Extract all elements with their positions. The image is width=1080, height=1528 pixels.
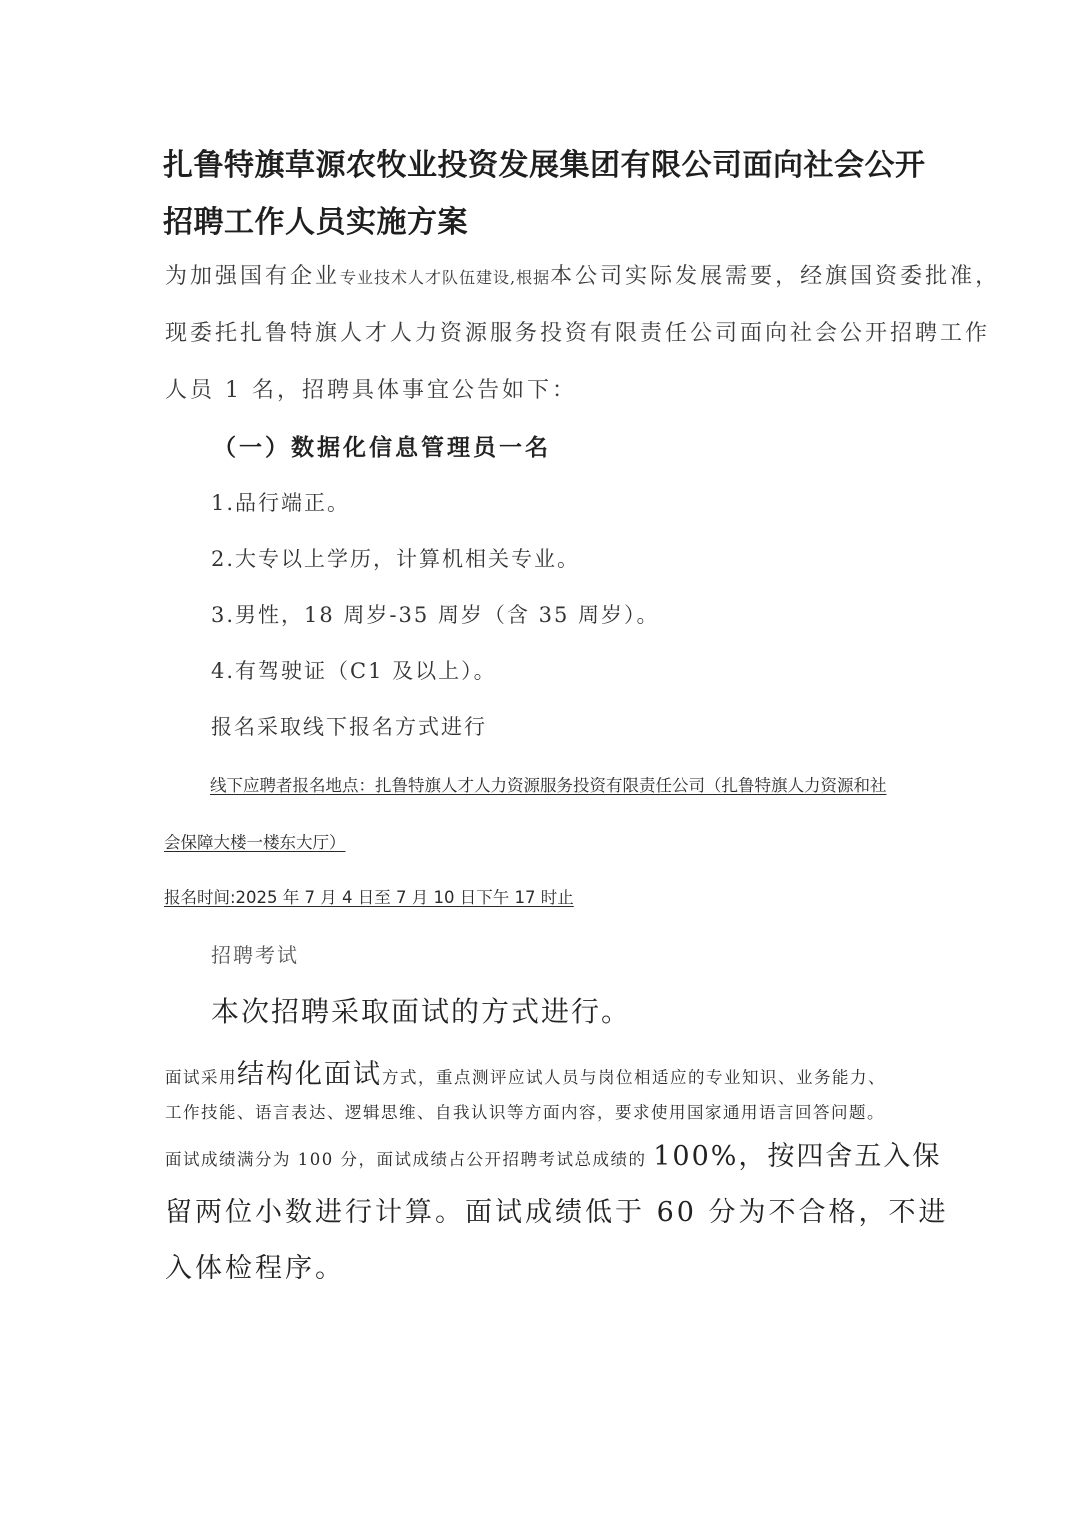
- emphasized-text: 100%，按四舍五入保: [653, 1141, 942, 1172]
- registration-time: 报名时间:2025 年 7 月 4 日至 7 月 10 日下午 17 时止: [164, 888, 574, 907]
- para-text: 面试采用: [165, 1068, 237, 1087]
- exam-paragraph-line-5: 入体检程序。: [165, 1253, 345, 1284]
- position-heading: （一）数据化信息管理员一名: [213, 434, 551, 461]
- exam-method: 本次招聘采取面试的方式进行。: [211, 995, 632, 1028]
- requirement-item: 4.有驾驶证（C1 及以上）。: [211, 659, 497, 683]
- exam-paragraph-line-3: [165, 1134, 941, 1173]
- intro-small-text: 专业技术人才队伍建设,根据: [340, 268, 551, 287]
- registration-method: 报名采取线下报名方式进行: [211, 715, 487, 739]
- exam-heading: 招聘考试: [211, 943, 299, 967]
- requirement-item: 3.男性，18 周岁-35 周岁（含 35 周岁）。: [211, 603, 660, 627]
- registration-location-line-2: 会保障大楼一楼东大厅）: [164, 833, 346, 852]
- requirement-item: 2.大专以上学历，计算机相关专业。: [211, 547, 581, 571]
- intro-line-2: 现委托扎鲁特旗人才人力资源服务投资有限责任公司面向社会公开招聘工作: [165, 321, 991, 346]
- exam-paragraph-line-4: 留两位小数进行计算。面试成绩低于 60 分为不合格，不进: [165, 1197, 949, 1228]
- intro-line-3: 人员 1 名，招聘具体事宜公告如下：: [165, 378, 577, 403]
- exam-paragraph-line-1: [165, 1052, 886, 1091]
- page-title-line-1: 扎鲁特旗草源农牧业投资发展集团有限公司面向社会公开: [163, 148, 926, 183]
- exam-paragraph-line-2: 工作技能、语言表达、逻辑思维、自我认识等方面内容，要求使用国家通用语言回答问题。: [165, 1103, 885, 1122]
- para-text: 方式，重点测评应试人员与岗位相适应的专业知识、业务能力、: [382, 1068, 886, 1087]
- intro-text: 本公司实际发展需要，经旗国资委批准，: [550, 264, 1001, 289]
- registration-location-line-1: 线下应聘者报名地点：扎鲁特旗人才人力资源服务投资有限责任公司（扎鲁特旗人力资源和社: [210, 776, 887, 795]
- page-title-line-2: 招聘工作人员实施方案: [163, 205, 468, 240]
- intro-text: 为加强国有企业: [165, 264, 341, 289]
- para-text: 面试成绩满分为 100 分，面试成绩占公开招聘考试总成绩的: [165, 1150, 654, 1169]
- intro-line-1: [165, 259, 1000, 290]
- emphasized-text: 结构化面试: [237, 1059, 382, 1090]
- requirement-item: 1.品行端正。: [211, 491, 351, 515]
